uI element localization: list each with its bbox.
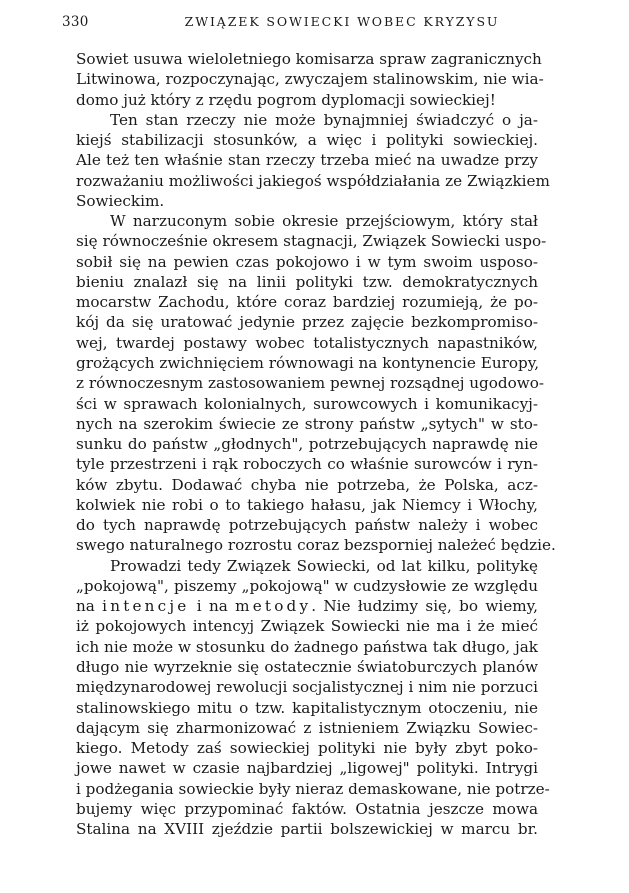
text-line: Prowadzi tedy Związek Sowiecki, od lat kilku, politykę	[110, 556, 538, 575]
text-line: sobił się na pewien czas pokojowo i w tym swoim usposo-	[76, 252, 538, 271]
text-line: wej, twardej postawy wobec totalistycznych napastników,	[76, 333, 538, 352]
text-line: się równocześnie okresem stagnacji, Związek Sowiecki uspo-	[76, 232, 547, 251]
text-line: grożących zwichnięciem równowagi na kontynencie Europy,	[76, 353, 540, 372]
spaced-emphasis: metody	[235, 597, 312, 616]
text-line: sunku do państw „głodnych", potrzebujących naprawdę nie	[76, 435, 538, 454]
text-line: międzynarodowej rewolucji socjalistycznej i nim nie porzuci	[76, 678, 538, 697]
running-head-title: ZWIĄZEK SOWIECKI WOBEC KRYZYSU	[184, 14, 500, 29]
text-line: nych na szerokim świecie ze strony państw „sytych" w sto-	[76, 414, 538, 433]
text-line: jowe nawet w czasie najbardziej „ligowej" polityki. Intrygi	[76, 759, 538, 778]
text-fragment: . Nie łudzimy się, bo wiemy,	[311, 597, 538, 616]
text-line: iż pokojowych intencyj Związek Sowiecki nie ma i że mieć	[76, 617, 538, 636]
spaced-emphasis: intencje	[102, 597, 190, 616]
text-line: bujemy więc przypominać faktów. Ostatnia jeszcze mowa	[76, 799, 538, 818]
text-line: mocarstw Zachodu, które coraz bardziej rozumieją, że po-	[76, 293, 538, 312]
text-line: do tych naprawdę potrzebujących państw należy i wobec	[76, 516, 538, 535]
text-line: Sowieckim.	[76, 191, 165, 210]
text-line: Sowiet usuwa wieloletniego komisarza spraw zagranicznych	[76, 50, 542, 68]
text-line: Ten stan rzeczy nie może bynajmniej świadczyć o ja-	[110, 110, 538, 129]
text-line: Litwinowa, rozpoczynając, zwyczajem stalinowskim, nie wia-	[76, 70, 544, 89]
text-line: Ale też ten właśnie stan rzeczy trzeba mieć na uwadze przy	[76, 151, 538, 170]
text-fragment: i na	[189, 597, 236, 616]
body-text	[76, 49, 556, 839]
text-line: ści w sprawach kolonialnych, surowcowych i komunikacyj-	[76, 394, 538, 413]
text-line: stalinowskiego mitu o tzw. kapitalistycznym otoczeniu, nie	[76, 698, 538, 717]
text-line: W narzuconym sobie okresie przejściowym, który stał	[110, 212, 538, 231]
text-line: rozważaniu możliwości jakiegoś współdziałania ze Związkiem	[76, 171, 550, 190]
running-head	[62, 14, 562, 36]
text-line: kiego. Metody zaś sowieckiej polityki nie były zbyt poko-	[76, 739, 538, 758]
text-line: swego naturalnego rozrostu coraz bezsporniej należeć będzie.	[76, 536, 556, 555]
text-line: domo już który z rzędu pogrom dyplomacji sowieckiej!	[76, 90, 496, 109]
text-line-spaced	[76, 596, 538, 616]
text-line: kiejś stabilizacji stosunków, a więc i polityki sowieckiej.	[76, 131, 538, 150]
text-line: bieniu znalazł się na linii polityki tzw. demokratycznych	[76, 272, 538, 291]
text-line: ków zbytu. Dodawać chyba nie potrzeba, że Polska, acz-	[76, 475, 538, 494]
text-line: kój da się uratować jedynie przez zajęcie bezkompromiso-	[76, 313, 538, 332]
text-fragment: na	[76, 597, 103, 616]
text-line: tyle przestrzeni i rąk roboczych co właśnie surowców i ryn-	[76, 455, 538, 474]
text-line: z równoczesnym zastosowaniem pewnej rozsądnej ugodowo-	[76, 374, 545, 393]
text-line: dającym się zharmonizować z istnieniem Związku Sowiec-	[76, 718, 538, 737]
text-line: długo nie wyrzeknie się ostatecznie światoburczych planów	[76, 657, 538, 676]
page-number: 330	[62, 14, 89, 30]
text-line: „pokojową", piszemy „pokojową" w cudzysłowie ze względu	[76, 576, 538, 595]
text-line: ich nie może w stosunku do żadnego państwa tak długo, jak	[76, 637, 538, 656]
text-line: i podżegania sowieckie były nieraz demaskowane, nie potrze-	[76, 779, 550, 798]
text-line: kolwiek nie robi o to takiego hałasu, jak Niemcy i Włochy,	[76, 495, 538, 514]
text-line: Stalina na XVIII zjeździe partii bolszewickiej w marcu br.	[76, 820, 538, 839]
